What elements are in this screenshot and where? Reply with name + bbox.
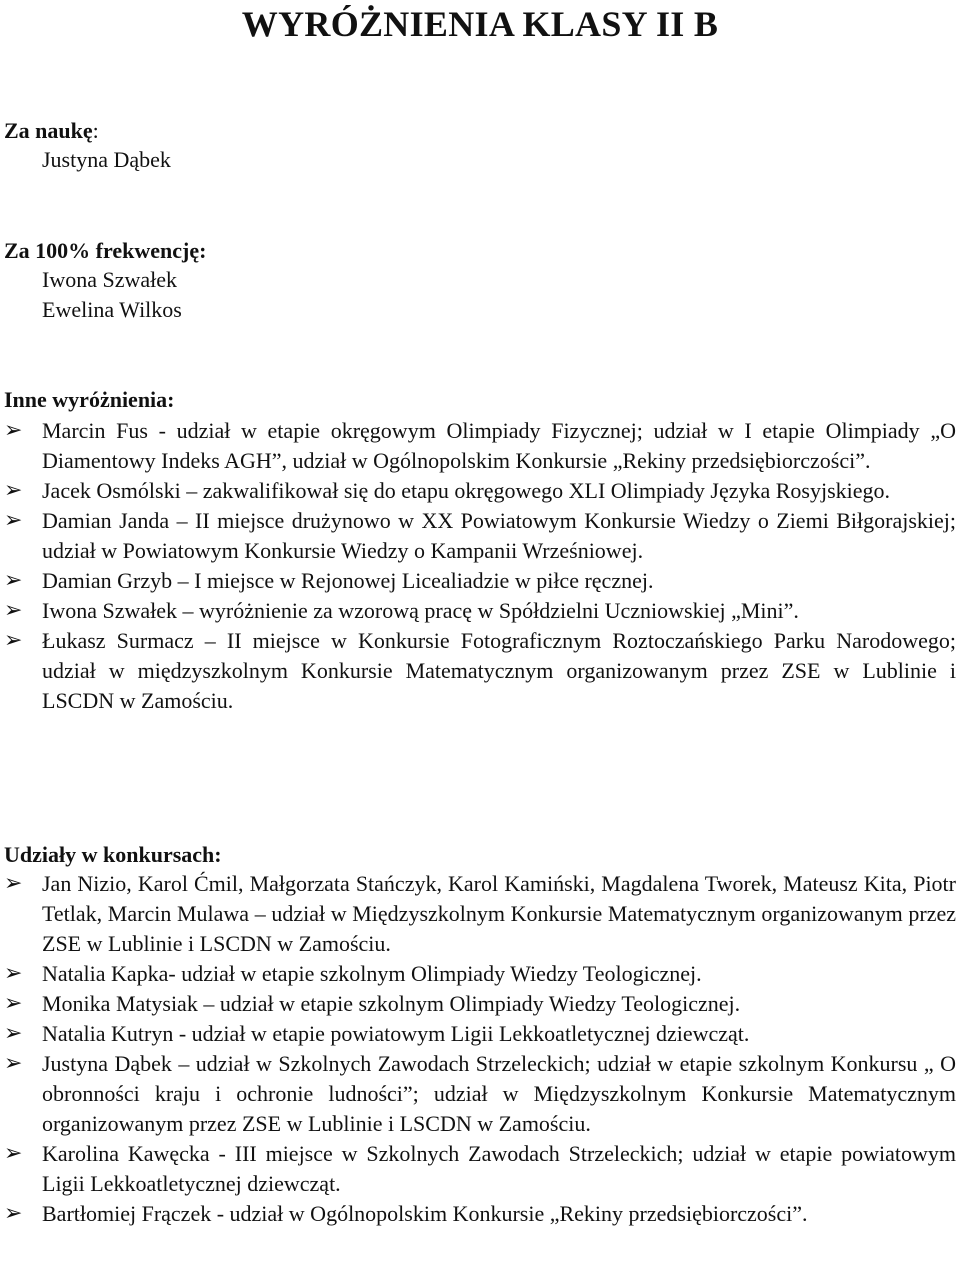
arrow-bullet-icon: ➢	[4, 871, 23, 896]
section-heading-nauka	[4, 116, 99, 146]
heading-nauka-text: Za naukę	[4, 118, 93, 143]
inne-list	[0, 416, 960, 716]
arrow-bullet-icon: ➢	[4, 598, 23, 623]
list-item-text: Damian Grzyb – I miejsce w Rejonowej Licealiadzie w piłce ręcznej.	[42, 568, 654, 593]
list-item-text: Jan Nizio, Karol Ćmil, Małgorzata Stańczyk, Karol Kamiński, Magdalena Tworek, Mateusz Kita, Piotr Tetlak, Marcin Mulawa – udział w Międzyszkolnym Konkursie Matematycznym organizowanym przez ZSE w Lublinie i LSCDN w Zamościu.	[42, 871, 956, 956]
frekwencja-name: Iwona Szwałek	[42, 267, 178, 292]
list-item	[0, 989, 960, 1019]
frekwencja-name: Ewelina Wilkos	[42, 297, 182, 322]
arrow-bullet-icon: ➢	[4, 568, 23, 593]
section-heading-konkursy: Udziały w konkursach:	[4, 842, 222, 867]
arrow-bullet-icon: ➢	[4, 478, 23, 503]
list-item	[0, 566, 960, 596]
list-item	[0, 1139, 960, 1199]
list-item	[0, 476, 960, 506]
arrow-bullet-icon: ➢	[4, 1051, 23, 1076]
arrow-bullet-icon: ➢	[4, 961, 23, 986]
list-item	[0, 596, 960, 626]
list-item-text: Natalia Kutryn - udział w etapie powiatowym Ligii Lekkoatletycznej dziewcząt.	[42, 1021, 750, 1046]
list-item	[0, 1049, 960, 1139]
list-item-text: Jacek Osmólski – zakwalifikował się do etapu okręgowego XLI Olimpiady Języka Rosyjskiego.	[42, 478, 891, 503]
konkursy-list	[0, 869, 960, 1229]
list-item	[0, 959, 960, 989]
list-item-text: Marcin Fus - udział w etapie okręgowym Olimpiady Fizycznej; udział w I etapie Olimpiady „O Diamentowy Indeks AGH”, udział w Ogólnopolskim Konkursie „Rekiny przedsiębiorczości”.	[42, 418, 956, 473]
arrow-bullet-icon: ➢	[4, 991, 23, 1016]
list-item-text: Damian Janda – II miejsce drużynowo w XX Powiatowym Konkursie Wiedzy o Ziemi Biłgorajskiej; udział w Powiatowym Konkursie Wiedzy o Kampanii Wrześniowej.	[42, 508, 956, 563]
arrow-bullet-icon: ➢	[4, 1141, 23, 1166]
arrow-bullet-icon: ➢	[4, 628, 23, 653]
list-item	[0, 416, 960, 476]
list-item-text: Bartłomiej Frączek - udział w Ogólnopolskim Konkursie „Rekiny przedsiębiorczości”.	[42, 1201, 808, 1226]
list-item-text: Iwona Szwałek – wyróżnienie za wzorową pracę w Spółdzielni Uczniowskiej „Mini”.	[42, 598, 799, 623]
list-item	[0, 869, 960, 959]
list-item	[0, 506, 960, 566]
list-item	[0, 1019, 960, 1049]
list-item-text: Justyna Dąbek – udział w Szkolnych Zawodach Strzeleckich; udział w etapie szkolnym Konkursu „ O obronności kraju i ochronie ludności”; udział w Międzyszkolnym Konkursie Matematycznym organizowanym przez ZSE w Lublinie i LSCDN w Zamościu.	[42, 1051, 956, 1136]
list-item-text: Monika Matysiak – udział w etapie szkolnym Olimpiady Wiedzy Teologicznej.	[42, 991, 741, 1016]
list-item-text: Karolina Kawęcka - III miejsce w Szkolnych Zawodach Strzeleckich; udział w etapie powiatowym Ligii Lekkoatletycznej dziewcząt.	[42, 1141, 956, 1196]
list-item-text: Łukasz Surmacz – II miejsce w Konkursie Fotograficznym Roztoczańskiego Parku Narodowego; udział w międzyszkolnym Konkursie Matematycznym organizowanym przez ZSE w Lublinie i LSCDN w Zamościu.	[42, 628, 956, 713]
arrow-bullet-icon: ➢	[4, 1201, 23, 1226]
arrow-bullet-icon: ➢	[4, 418, 23, 443]
list-item-text: Natalia Kapka- udział w etapie szkolnym Olimpiady Wiedzy Teologicznej.	[42, 961, 702, 986]
list-item	[0, 626, 960, 716]
list-item	[0, 1199, 960, 1229]
page-title: WYRÓŻNIENIA KLASY II B	[241, 4, 719, 44]
section-heading-inne: Inne wyróżnienia:	[4, 387, 175, 412]
nauka-name: Justyna Dąbek	[42, 147, 171, 172]
heading-nauka-colon: :	[92, 118, 99, 143]
arrow-bullet-icon: ➢	[4, 1021, 23, 1046]
section-heading-frekwencja: Za 100% frekwencję:	[4, 238, 207, 263]
arrow-bullet-icon: ➢	[4, 508, 23, 533]
